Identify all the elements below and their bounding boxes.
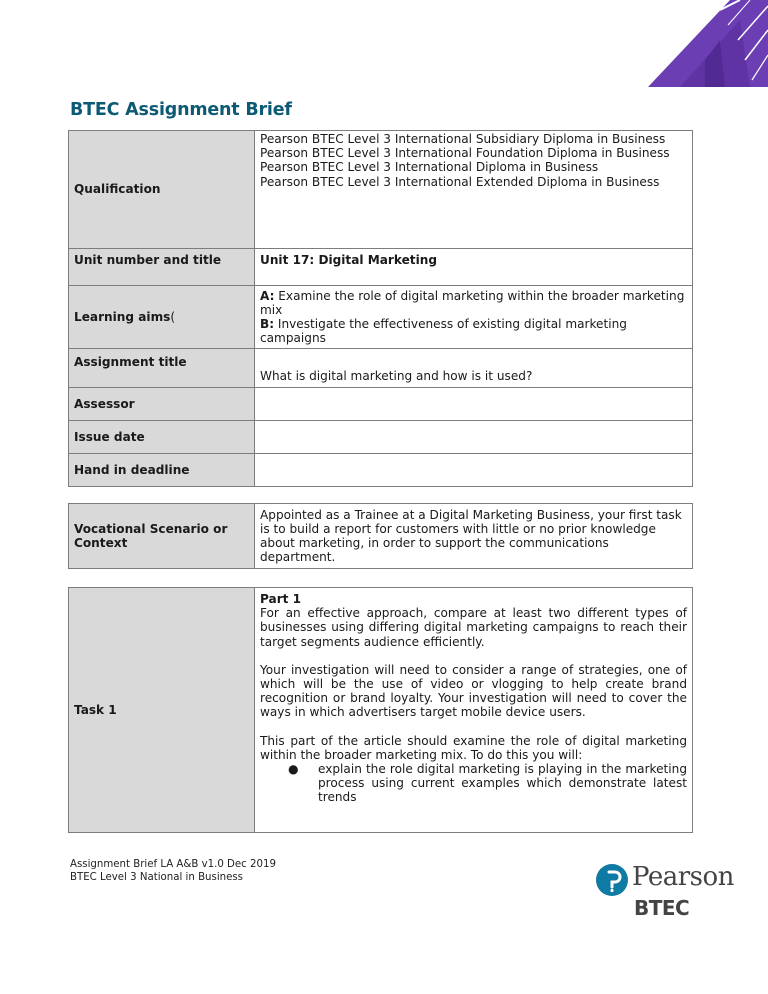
logo-btec: BTEC xyxy=(634,896,690,920)
unit-row xyxy=(69,249,693,286)
task-label: Task 1 xyxy=(69,588,255,833)
deadline-row xyxy=(69,454,693,487)
aim-key: B: xyxy=(260,317,275,331)
learning-aims-label-text: Learning aims xyxy=(74,309,171,324)
scenario-row xyxy=(69,504,693,569)
assignment-title-value: What is digital marketing and how is it used? xyxy=(255,349,693,388)
qualification-line: Pearson BTEC Level 3 International Subsidiary Diploma in Business xyxy=(260,132,666,146)
pearson-logo-icon xyxy=(596,864,628,896)
task-paragraph: This part of the article should examine the role of digital marketing within the broader marketing mix. To do this you will: xyxy=(260,733,687,762)
assessor-value[interactable] xyxy=(255,388,693,421)
learning-aim-b xyxy=(260,317,687,345)
qualification-line: Pearson BTEC Level 3 International Extended Diploma in Business xyxy=(260,174,660,189)
bullet-text: explain the role digital marketing is playing in the marketing process using current examples which demonstrate latest trends xyxy=(318,762,687,805)
task-row xyxy=(69,588,693,833)
task-paragraph: For an effective approach, compare at least two different types of businesses using differing digital marketing campaigns to reach their target segments audience efficiently. xyxy=(260,606,687,649)
page-title: BTEC Assignment Brief xyxy=(70,100,292,120)
task-bullet-list xyxy=(260,762,687,805)
task-bullet xyxy=(288,762,687,805)
issue-date-value[interactable] xyxy=(255,421,693,454)
footer-line-1: Assignment Brief LA A&B v1.0 Dec 2019 xyxy=(70,859,276,870)
scenario-table xyxy=(68,503,693,569)
deadline-label: Hand in deadline xyxy=(69,454,255,487)
learning-aims-value xyxy=(255,286,693,349)
assignment-title-label: Assignment title xyxy=(69,349,255,388)
unit-value xyxy=(255,249,693,286)
deadline-value[interactable] xyxy=(255,454,693,487)
issue-date-label: Issue date xyxy=(69,421,255,454)
aim-key: A: xyxy=(260,288,275,303)
qualification-row xyxy=(69,131,693,249)
learning-aims-row xyxy=(69,286,693,349)
task-paragraph: Your investigation will need to consider a range of strategies, one of which will be the use of video or vlogging to help create brand recognition or brand loyalty. Your investigation will need to cover the ways in which advertisers target mobile device users. xyxy=(260,662,687,720)
unit-title: Unit 17: Digital Marketing xyxy=(260,253,438,267)
qualification-label: Qualification xyxy=(69,131,255,249)
task-value xyxy=(255,588,693,833)
unit-label: Unit number and title xyxy=(69,249,255,286)
corner-decoration-graphic xyxy=(620,0,768,88)
logo-wordmark: Pearson xyxy=(632,862,734,892)
page-footer xyxy=(70,858,276,884)
qualification-line: Pearson BTEC Level 3 International Foundation Diploma in Business xyxy=(260,146,670,161)
learning-aim-a xyxy=(260,289,687,317)
qualification-value xyxy=(255,131,693,249)
scenario-value: Appointed as a Trainee at a Digital Marketing Business, your first task is to build a report for customers with little or no prior knowledge about marketing, in order to support the communications department. xyxy=(255,504,693,569)
issue-date-row xyxy=(69,421,693,454)
learning-aims-label-suffix: ( xyxy=(170,309,176,324)
learning-aims-label xyxy=(69,286,255,349)
part-heading: Part 1 xyxy=(260,592,302,606)
assessor-label: Assessor xyxy=(69,388,255,421)
footer-line-2: BTEC Level 3 National in Business xyxy=(70,872,243,883)
scenario-label: Vocational Scenario or Context xyxy=(69,504,255,569)
task-table xyxy=(68,587,693,833)
aim-text: Investigate the effectiveness of existing digital marketing campaigns xyxy=(260,317,627,346)
assessor-row xyxy=(69,388,693,421)
aim-text: Examine the role of digital marketing within the broader marketing mix xyxy=(260,288,685,317)
pearson-btec-logo xyxy=(596,862,734,928)
assignment-title-row xyxy=(69,349,693,388)
bullet-icon: ● xyxy=(288,762,299,777)
assignment-brief-table xyxy=(68,130,693,487)
qualification-line: Pearson BTEC Level 3 International Diploma in Business xyxy=(260,160,599,175)
